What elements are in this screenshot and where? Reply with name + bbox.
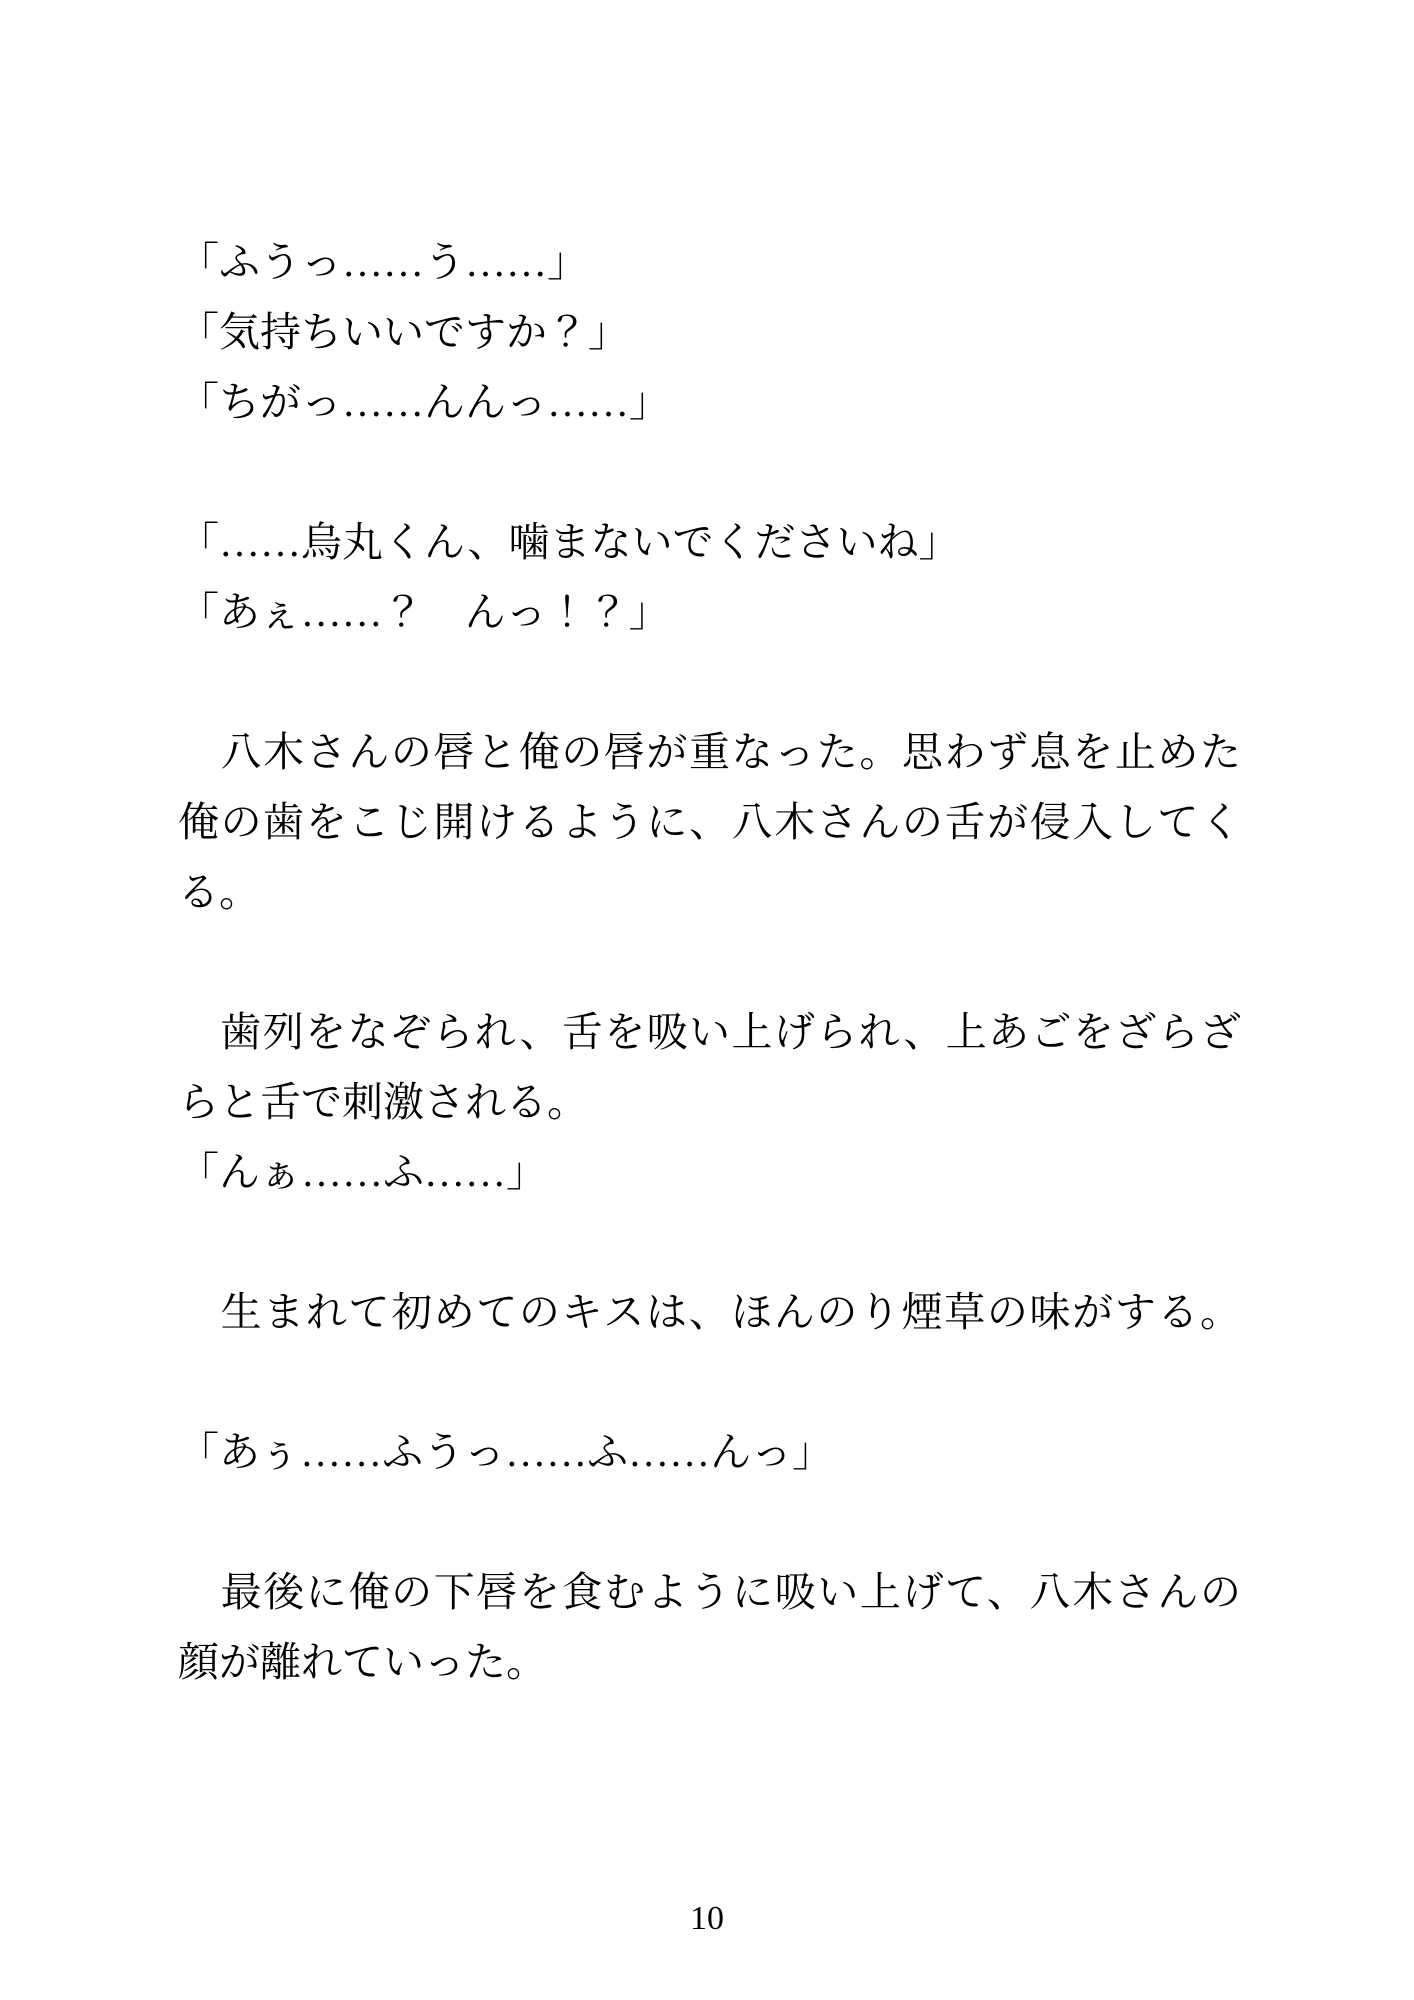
text-line: 俺の歯をこじ開けるように、八木さんの舌が侵入してく	[178, 799, 1241, 845]
blank-line	[178, 647, 1241, 717]
blank-line	[178, 927, 1241, 997]
text-line: 「ふうっ……う……」	[178, 239, 588, 285]
blank-line	[178, 1487, 1241, 1557]
body-text	[178, 227, 1241, 1697]
text-line: 「気持ちいいですか？」	[178, 309, 629, 355]
text-line: 顔が離れていった。	[178, 1639, 547, 1685]
blank-line	[178, 1347, 1241, 1417]
text-line: らと舌で刺激される。	[178, 1079, 588, 1125]
text-line: 歯列をなぞられ、舌を吸い上げられ、上あごをざらざ	[178, 1009, 1241, 1055]
text-line: 生まれて初めてのキスは、ほんのり煙草の味がする。	[178, 1289, 1241, 1335]
text-line: 「あぇ……？ んっ！？」	[178, 589, 670, 635]
text-line: 「ちがっ……んんっ……」	[178, 379, 670, 425]
text-line: 「……烏丸くん、噛まないでくださいね」	[178, 519, 960, 565]
text-line: 最後に俺の下唇を食むように吸い上げて、八木さんの	[178, 1569, 1241, 1615]
blank-line	[178, 437, 1241, 507]
blank-line	[178, 1207, 1241, 1277]
text-line: る。	[178, 869, 260, 915]
text-line: 八木さんの唇と俺の唇が重なった。思わず息を止めた	[178, 729, 1241, 775]
text-line: 「んぁ……ふ……」	[178, 1149, 547, 1195]
text-line: 「あぅ……ふうっ……ふ……んっ」	[178, 1429, 834, 1475]
page-number: 10	[690, 1900, 724, 1937]
